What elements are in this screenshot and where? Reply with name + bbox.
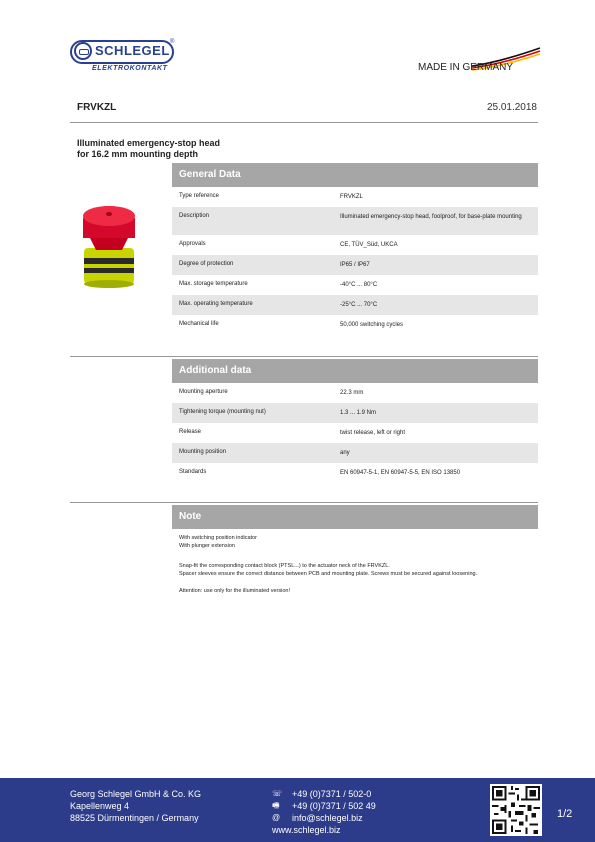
product-title-line1: Illuminated emergency-stop head — [77, 138, 221, 148]
section-additional-heading: Additional data — [172, 359, 538, 383]
product-title-line2: for 16.2 mm mounting depth — [77, 149, 199, 159]
footer — [0, 778, 595, 842]
note-line: With plunger extension — [179, 543, 235, 549]
footer-email[interactable]: info@schlegel.biz — [292, 813, 363, 823]
document-date: 25.01.2018 — [486, 102, 537, 113]
footer-phone[interactable]: +49 (0)7371 / 502-0 — [292, 789, 372, 799]
table-row: Mechanical life 50,000 switching cycles — [179, 321, 404, 328]
company-logo — [70, 40, 178, 74]
made-in-label: MADE IN GERMANY — [418, 62, 514, 73]
logo-name: SCHLEGEL — [95, 43, 170, 58]
footer-website[interactable]: www.schlegel.biz — [272, 825, 341, 835]
footer-fax: +49 (0)7371 / 502 49 — [292, 801, 376, 811]
table-row: Type reference FRVKZL — [179, 193, 363, 200]
section-divider — [70, 356, 538, 357]
table-row: Tightening torque (mounting nut) 1.3 ... 1.9 Nm — [172, 403, 538, 423]
note-line: Snap-fit the corresponding contact block (PTSL...) to the actuator neck of the FRVKZL. — [179, 563, 390, 569]
table-row: Mounting position any — [172, 443, 538, 463]
email-icon: @ — [272, 813, 281, 822]
section-divider — [70, 502, 538, 503]
phone-icon: ☏ — [272, 789, 283, 798]
header-divider — [70, 122, 538, 123]
table-row: Release twist release, left or right — [179, 429, 406, 436]
table-row: Mounting aperture 22.3 mm — [179, 389, 364, 396]
product-code: FRVKZL — [77, 102, 117, 113]
table-row: Standards EN 60947-5-1, EN 60947-5-5, EN ISO 13850 — [179, 469, 461, 476]
table-row: Degree of protection IP65 / IP67 — [172, 255, 538, 275]
fax-icon: 🖷 — [272, 801, 280, 810]
footer-city: 88525 Dürmentingen / Germany — [70, 813, 199, 823]
footer-address — [70, 788, 201, 824]
note-line: Spacer sleeves ensure the correct distance between PCB and mounting plate. Screws must be secured against loosening. — [179, 571, 478, 577]
footer-company: Georg Schlegel GmbH & Co. KG — [70, 789, 202, 799]
section-general-heading: General Data — [172, 163, 538, 187]
note-line: Attention: use only for the illuminated version! — [179, 588, 290, 594]
logo-subtitle: ELEKTROKONTAKT — [92, 65, 168, 72]
table-row: Description Illuminated emergency-stop head, foolproof, for base-plate mounting — [172, 207, 538, 235]
note-line: With switching position indicator — [179, 535, 257, 541]
product-title — [77, 138, 277, 160]
table-row: Max. operating temperature -25°C ... 70°C — [172, 295, 538, 315]
table-row: Approvals CE, TÜV_Süd, UKCA — [179, 241, 398, 248]
footer-street: Kapellenweg 4 — [70, 801, 130, 811]
note-features — [179, 534, 539, 550]
note-instructions — [179, 562, 539, 578]
product-image — [80, 200, 138, 290]
logo-emblem-icon — [74, 42, 92, 60]
section-note-heading: Note — [172, 505, 538, 529]
logo-registered-mark: ® — [170, 39, 175, 45]
qr-code[interactable] — [490, 784, 542, 836]
note-attention — [179, 587, 539, 595]
page-number: 1/2 — [557, 808, 573, 820]
table-row: Max. storage temperature -40°C ... 80°C — [179, 281, 378, 288]
